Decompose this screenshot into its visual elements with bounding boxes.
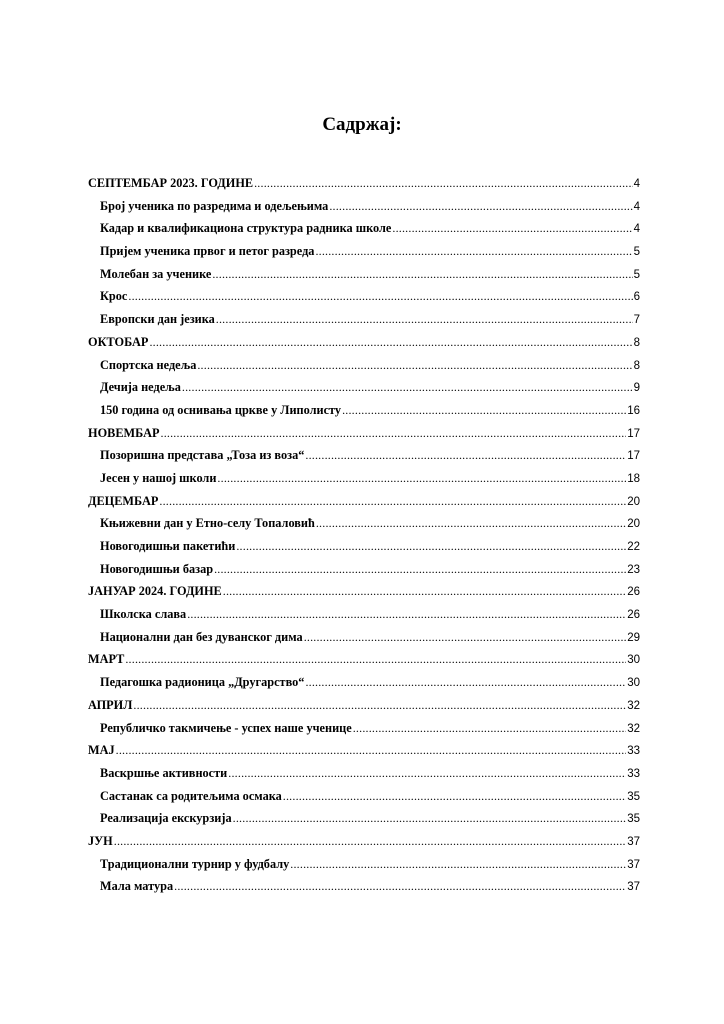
dot-leader (305, 671, 626, 694)
dot-leader (329, 195, 632, 218)
toc-entry[interactable] (88, 875, 640, 898)
toc-entry-label: Пријем ученика првог и петог разреда (100, 244, 315, 259)
toc-entry-page: 5 (633, 246, 640, 259)
toc-entry[interactable] (88, 830, 640, 853)
toc-entry[interactable] (88, 172, 640, 195)
toc-entry[interactable] (88, 580, 640, 603)
toc-entry-label: Јесен у нашој школи (100, 470, 217, 485)
dot-leader (290, 853, 626, 876)
toc-entry-page: 30 (627, 654, 640, 667)
toc-entry[interactable] (88, 717, 640, 740)
dot-leader (223, 580, 626, 603)
toc-entry[interactable] (88, 331, 640, 354)
toc-entry-page: 35 (627, 813, 640, 826)
toc-entry-page: 22 (627, 541, 640, 553)
toc-entry-label: ДЕЦЕМБАР (88, 493, 159, 508)
toc-entry[interactable] (88, 376, 640, 399)
toc-entry[interactable] (88, 762, 640, 785)
toc-entry[interactable] (88, 467, 640, 490)
toc-entry[interactable] (88, 671, 640, 694)
toc-entry-page: 35 (627, 790, 640, 803)
toc-entry[interactable] (88, 694, 640, 717)
toc-entry[interactable] (88, 603, 640, 626)
dot-leader (353, 717, 626, 740)
toc-entry-label: Књижевни дан у Етно-селу Топаловић (100, 516, 315, 531)
dot-leader (304, 626, 627, 649)
toc-entry-label: Национални дан без дуванског дима (100, 629, 303, 644)
toc-entry-label: Спортска недеља (100, 357, 197, 372)
toc-entry-page: 37 (627, 881, 640, 894)
toc-entry-label: СЕПТЕМБАР 2023. ГОДИНЕ (88, 176, 254, 190)
toc-entry[interactable] (88, 444, 640, 467)
toc-entry[interactable] (88, 422, 640, 445)
dot-leader (254, 172, 632, 195)
toc-entry-page: 37 (627, 835, 640, 848)
toc-entry[interactable] (88, 354, 640, 377)
toc-entry-page: 8 (633, 336, 640, 349)
dot-leader (125, 648, 626, 671)
dot-leader (316, 512, 626, 535)
toc-entry[interactable] (88, 512, 640, 535)
toc-entry[interactable] (88, 285, 640, 308)
dot-leader (114, 830, 626, 853)
toc-entry-page: 18 (627, 472, 640, 485)
dot-leader (233, 807, 627, 830)
toc-entry[interactable] (88, 648, 640, 671)
toc-entry-page: 4 (633, 178, 640, 190)
toc-entry-label: Дечија недеља (100, 380, 181, 395)
toc-entry[interactable] (88, 308, 640, 331)
toc-entry-label: Новогодишњи базар (100, 561, 214, 576)
toc-entry-label: Крос (100, 289, 128, 304)
toc-entry-label: 150 година од оснивања цркве у Липолисту (100, 402, 342, 417)
toc-entry-label: Новогодишњи пакетићи (100, 539, 236, 553)
toc-entry-label: Кадар и квалификациона структура радника школе (100, 221, 392, 236)
toc-entry-page: 33 (627, 745, 640, 758)
toc-entry-label: Реализација екскурзија (100, 811, 232, 826)
toc-entry-label: Састанак са родитељима осмака (100, 788, 282, 803)
toc-entry[interactable] (88, 626, 640, 649)
toc-entry-label: АПРИЛ (88, 697, 133, 712)
toc-entry-label: ЈУН (88, 833, 113, 848)
toc-entry[interactable] (88, 785, 640, 808)
dot-leader (214, 558, 626, 581)
dot-leader (128, 285, 632, 308)
table-of-contents (88, 172, 640, 898)
dot-leader (159, 490, 626, 513)
toc-entry-page: 26 (627, 586, 640, 599)
dot-leader (161, 422, 627, 445)
toc-title: Садржај: (322, 114, 402, 135)
toc-entry-page: 26 (627, 609, 640, 622)
toc-entry-page: 4 (633, 223, 640, 236)
toc-entry-page: 16 (627, 404, 640, 417)
dot-leader (149, 331, 632, 354)
toc-entry-page: 9 (633, 382, 640, 395)
toc-entry-label: Школска слава (100, 607, 187, 622)
dot-leader (182, 376, 633, 399)
toc-entry-label: Традиционални турнир у фудбалу (100, 856, 290, 871)
toc-entry[interactable] (88, 490, 640, 513)
toc-entry-page: 23 (627, 563, 640, 576)
toc-entry-label: Позоришна представа „Тоза из воза“ (100, 448, 305, 463)
dot-leader (283, 785, 626, 808)
dot-leader (187, 603, 626, 626)
toc-entry-label: ОКТОБАР (88, 334, 149, 349)
toc-entry-page: 17 (627, 427, 640, 440)
toc-entry-label: Педагошка радионица „Другарство“ (100, 675, 305, 690)
toc-entry-label: Молебан за ученике (100, 266, 212, 281)
dot-leader (305, 444, 626, 467)
toc-entry-label: НОВЕМБАР (88, 425, 160, 440)
toc-entry-page: 20 (627, 518, 640, 531)
toc-entry[interactable] (88, 399, 640, 422)
toc-entry-page: 20 (627, 495, 640, 508)
toc-entry[interactable] (88, 807, 640, 830)
toc-entry-page: 32 (627, 699, 640, 712)
toc-entry[interactable] (88, 263, 640, 286)
dot-leader (315, 240, 632, 263)
toc-entry[interactable] (88, 535, 640, 558)
dot-leader (133, 694, 626, 717)
toc-entry-page: 17 (627, 450, 640, 463)
toc-entry[interactable] (88, 217, 640, 240)
dot-leader (116, 739, 627, 762)
toc-entry-page: 37 (627, 858, 640, 871)
toc-entry-label: ЈАНУАР 2024. ГОДИНЕ (88, 584, 222, 599)
toc-entry[interactable] (88, 853, 640, 876)
dot-leader (392, 217, 632, 240)
dot-leader (228, 762, 626, 785)
dot-leader (174, 875, 626, 898)
toc-entry-page: 6 (633, 291, 640, 304)
toc-entry-label: МАРТ (88, 652, 125, 667)
toc-entry-page: 29 (627, 631, 640, 644)
dot-leader (212, 263, 632, 286)
dot-leader (236, 535, 626, 558)
toc-entry[interactable] (88, 739, 640, 762)
toc-entry-page: 33 (627, 767, 640, 780)
toc-entry-label: Европски дан језика (100, 312, 215, 327)
toc-entry-label: Републичко такмичење - успех наше ученице (100, 720, 352, 735)
toc-entry[interactable] (88, 240, 640, 263)
dot-leader (216, 308, 633, 331)
dot-leader (217, 467, 626, 490)
toc-entry-page: 5 (633, 268, 640, 281)
toc-entry[interactable] (88, 195, 640, 218)
toc-entry-label: Број ученика по разредима и одељењима (100, 198, 329, 213)
toc-entry-label: Мала матура (100, 879, 174, 894)
toc-entry-label: МАЈ (88, 743, 115, 758)
toc-entry-label: Васкршње активности (100, 765, 228, 780)
toc-entry-page: 32 (627, 722, 640, 735)
toc-entry-page: 30 (627, 677, 640, 690)
toc-entry[interactable] (88, 558, 640, 581)
toc-entry-page: 7 (633, 314, 640, 327)
dot-leader (197, 354, 632, 377)
dot-leader (342, 399, 626, 422)
toc-entry-page: 4 (633, 200, 640, 213)
toc-entry-page: 8 (633, 359, 640, 372)
